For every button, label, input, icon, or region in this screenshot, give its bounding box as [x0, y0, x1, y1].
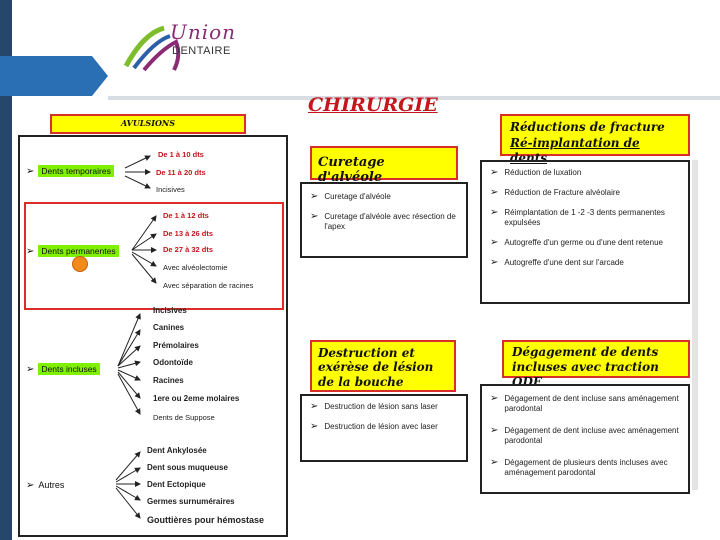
degagement-item: ➢ Dégagement de dent incluse avec aménagement parodontal: [490, 425, 679, 445]
reductions-item: ➢ Réduction de luxation: [490, 167, 582, 178]
reductions-title: [500, 114, 690, 166]
autres-item: Dent Ectopique: [147, 480, 206, 489]
perm-item: De 13 à 26 dts: [163, 229, 214, 238]
incl-item: Dents de Suppose: [153, 413, 215, 422]
chevron-right-icon: ➢: [490, 207, 499, 218]
chevron-right-icon: ➢: [26, 166, 35, 177]
autres-item: Dent sous muqueuse: [147, 463, 228, 472]
perm-item: Avec séparation de racines: [163, 281, 254, 290]
reductions-title-line2: Ré-implantation de dents: [510, 135, 640, 166]
perm-item: De 1 à 12 dts: [163, 211, 209, 220]
incl-item: Odontoïde: [153, 358, 193, 367]
logo-union-text: Union: [170, 20, 237, 44]
chevron-right-icon: ➢: [310, 191, 319, 202]
autres-item: Gouttières pour hémostase: [147, 515, 265, 525]
perm-item: Avec alvéolectomie: [163, 263, 228, 272]
chevron-right-icon: ➢: [490, 257, 499, 268]
category-label: Autres: [38, 480, 65, 490]
chevron-right-icon: ➢: [490, 457, 499, 468]
chevron-right-icon: ➢: [26, 480, 35, 491]
chevron-right-icon: ➢: [310, 421, 319, 432]
destruction-title: Destruction et exérèse de lésion de la bouche: [310, 340, 456, 392]
chevron-right-icon: ➢: [26, 246, 35, 257]
reductions-item: ➢ Réimplantation de 1 -2 -3 dents permanentes expulsées: [490, 207, 665, 227]
page-title: CHIRURGIE: [308, 94, 438, 116]
category-incluses: [26, 364, 100, 375]
chevron-right-icon: ➢: [490, 393, 499, 404]
avulsions-panel: [18, 135, 288, 537]
temp-item: De 1 à 10 dts: [158, 150, 204, 159]
degagement-list: [480, 384, 690, 494]
avulsions-header: AVULSIONS: [50, 114, 246, 134]
category-temporaires: [26, 166, 114, 177]
curetage-item: ➢ Curetage d'alvéole: [310, 191, 391, 202]
category-label: Dents temporaires: [38, 165, 113, 177]
chevron-right-icon: ➢: [26, 364, 35, 375]
autres-item: Germes surnuméraires: [147, 497, 235, 506]
autres-item: Dent Ankylosée: [147, 446, 207, 455]
incl-item: 1ere ou 2eme molaires: [153, 394, 240, 403]
destruction-item: ➢ Destruction de lésion sans laser: [310, 401, 438, 412]
curetage-list: [300, 182, 468, 258]
degagement-title: Dégagement de dents incluses avec traction ODF: [502, 340, 690, 378]
chevron-right-icon: ➢: [490, 167, 499, 178]
reductions-item: ➢ Autogreffe d'un germe ou d'une dent retenue: [490, 237, 663, 248]
chevron-right-icon: ➢: [490, 187, 499, 198]
chevron-right-icon: ➢: [490, 237, 499, 248]
chevron-right-icon: ➢: [310, 401, 319, 412]
chevron-right-icon: ➢: [310, 211, 319, 222]
category-permanentes: [26, 246, 119, 257]
destruction-item: ➢ Destruction de lésion avec laser: [310, 421, 438, 432]
reductions-item: ➢ Réduction de Fracture alvéolaire: [490, 187, 621, 198]
category-autres: [26, 480, 64, 491]
logo-dentaire-text: DENTAIRE: [172, 45, 231, 57]
incl-item: Racines: [153, 376, 184, 385]
orange-dot-marker: [72, 256, 88, 272]
degagement-item: ➢ Dégagement de dent incluse sans aménagement parodontal: [490, 393, 679, 413]
incl-item: Incisives: [153, 306, 187, 315]
right-shadow: [692, 160, 698, 490]
temp-item: De 11 à 20 dts: [156, 168, 206, 177]
category-label: Dents incluses: [38, 363, 99, 375]
curetage-title: Curetage d'alvéole: [310, 146, 458, 180]
destruction-list: [300, 394, 468, 462]
incl-item: Canines: [153, 323, 185, 332]
reductions-title-line1: Réductions de fracture: [510, 120, 665, 134]
blue-arrow-banner: [0, 56, 108, 96]
temp-item: Incisives: [156, 185, 185, 194]
degagement-item: ➢ Dégagement de plusieurs dents incluses avec aménagement parodontal: [490, 457, 668, 477]
curetage-item: ➢ Curetage d'alvéole avec résection de l'apex: [310, 211, 456, 231]
incl-item: Prémolaires: [153, 341, 199, 350]
category-label: Dents permanentes: [38, 245, 118, 257]
reductions-item: ➢ Autogreffe d'une dent sur l'arcade: [490, 257, 624, 268]
perm-item: De 27 à 32 dts: [163, 245, 214, 254]
chevron-right-icon: ➢: [490, 425, 499, 436]
reductions-list: [480, 160, 690, 304]
